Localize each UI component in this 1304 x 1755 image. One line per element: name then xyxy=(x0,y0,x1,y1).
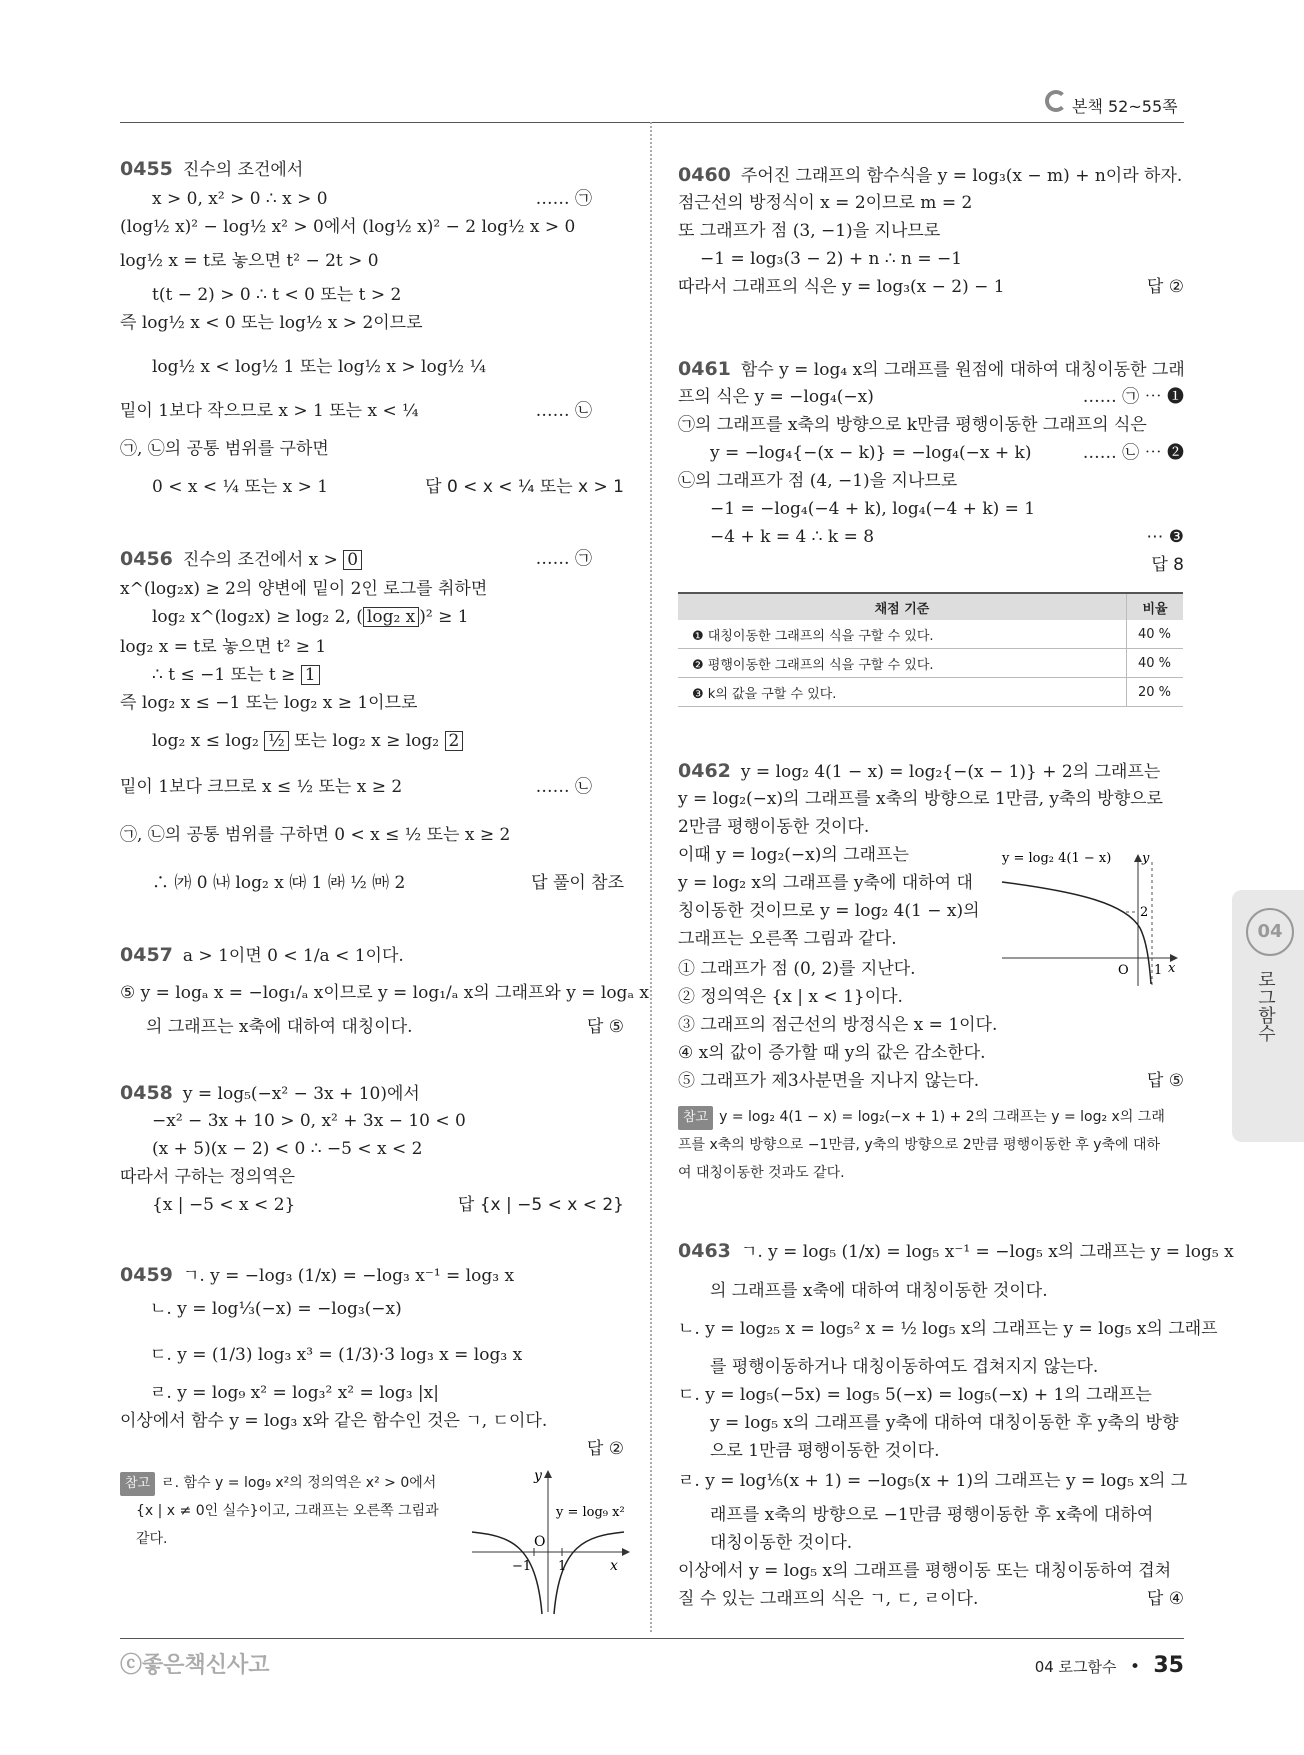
graph-y-label: y xyxy=(534,1468,542,1484)
scoring-header-row xyxy=(678,593,1183,620)
answer-0459: 답 ② xyxy=(586,1439,624,1459)
step-marker-2: …… ㉡ ⋯ ❷ xyxy=(1082,443,1184,463)
problem-0461-line3: ㉠의 그래프를 x축의 방향으로 k만큼 평행이동한 그래프의 식은 xyxy=(678,415,1147,435)
graph-tick-minus1: −1 xyxy=(512,1559,532,1574)
problem-0463-line8: ㄹ. y = log⅕(x + 1) = −log₅(x + 1)의 그래프는 y = log₅ x의 그 xyxy=(678,1471,1188,1491)
table-row xyxy=(678,620,1183,649)
answer-0462: 답 ⑤ xyxy=(1146,1071,1184,1091)
blank-box-4: ½ xyxy=(264,731,288,751)
graph-curve-label: y = log₂ 4(1 − x) xyxy=(1002,851,1112,866)
problem-0463-line12: 질 수 있는 그래프의 식은 ㄱ, ㄷ, ㄹ이다. xyxy=(678,1589,979,1609)
footer-chapter: 04 로그함수 • 35 xyxy=(1034,1653,1184,1678)
scoring-header-criteria: 채점 기준 xyxy=(678,593,1127,620)
problem-0461-line1: 0461 함수 y = log₄ x의 그래프를 원점에 대하여 대칭이동한 그래 xyxy=(678,358,1185,380)
answer-0463: 답 ④ xyxy=(1146,1589,1184,1609)
problem-0455-line9: ㉠, ㉡의 공통 범위를 구하면 xyxy=(120,439,329,459)
problem-0459-line4: ㄹ. y = log₉ x² = log₃² x² = log₃ |x| xyxy=(150,1383,439,1403)
problem-0463-line2: 의 그래프를 x축에 대하여 대칭이동한 것이다. xyxy=(710,1281,1048,1301)
problem-0457-line3: 의 그래프는 x축에 대하여 대칭이다. xyxy=(146,1017,413,1037)
step-marker-1: …… ㉠ ⋯ ❶ xyxy=(1082,387,1184,407)
scoring-header-ratio: 비율 xyxy=(1127,593,1184,620)
problem-id: 0463 xyxy=(678,1240,731,1262)
problem-0461-line5: ㉡의 그래프가 점 (4, −1)을 지나므로 xyxy=(678,471,958,491)
problem-0456-line4: log₂ x = t로 놓으면 t² ≥ 1 xyxy=(120,637,327,657)
problem-0460-line1: 0460 주어진 그래프의 함수식을 y = log₃(x − m) + n이라 하자. xyxy=(678,164,1183,186)
chapter-number: 04 xyxy=(1246,908,1294,956)
problem-0461-line6: −1 = −log₄(−4 + k), log₄(−4 + k) = 1 xyxy=(710,499,1036,519)
problem-0462-line11: ④ x의 값이 증가할 때 y의 값은 감소한다. xyxy=(678,1043,986,1063)
answer-0456: 답 풀이 참조 xyxy=(531,873,624,893)
note-badge: 참고 xyxy=(678,1106,713,1130)
problem-0462-line4: 이때 y = log₂(−x)의 그래프는 xyxy=(678,845,909,865)
answer-0457: 답 ⑤ xyxy=(586,1017,624,1037)
problem-0455-line7: log½ x < log½ 1 또는 log½ x > log½ ¼ xyxy=(152,357,486,377)
problem-0455-line10: 0 < x < ¼ 또는 x > 1 xyxy=(152,477,329,497)
problem-0461-line2: 프의 식은 y = −log₄(−x) xyxy=(678,387,874,407)
step-marker-3: ⋯ ❸ xyxy=(1146,527,1184,547)
header-rule xyxy=(120,122,1184,123)
blank-box-2: log₂ x xyxy=(363,607,419,627)
note-badge: 참고 xyxy=(120,1472,155,1496)
problem-0455-line8: 밑이 1보다 작으므로 x > 1 또는 x < ¼ xyxy=(120,401,419,421)
problem-0462-line5: y = log₂ x의 그래프를 y축에 대하여 대 xyxy=(678,873,973,893)
problem-0457-line1: 0457 a > 1이면 0 < 1/a < 1이다. xyxy=(120,944,404,966)
scoring-table xyxy=(678,592,1183,707)
problem-0456-line5: ∴ t ≤ −1 또는 t ≥ 1 xyxy=(152,664,320,686)
problem-0463-line10: 대칭이동한 것이다. xyxy=(710,1533,853,1553)
problem-0456-line2: x^(log₂x) ≥ 2의 양변에 밑이 2인 로그를 취하면 xyxy=(120,579,488,599)
blank-box-3: 1 xyxy=(301,665,320,685)
problem-0463-line1: 0463 ㄱ. y = log₅ (1/x) = log₅ x⁻¹ = −log₅ x의 그래프는 y = log₅ x xyxy=(678,1240,1234,1262)
problem-0463-line9: 래프를 x축의 방향으로 −1만큼 평행이동한 후 x축에 대하여 xyxy=(710,1505,1154,1525)
problem-0460-line3: 또 그래프가 점 (3, −1)을 지나므로 xyxy=(678,221,941,241)
marker-a: …… ㉠ xyxy=(535,189,592,209)
problem-0460-line2: 점근선의 방정식이 x = 2이므로 m = 2 xyxy=(678,193,973,213)
footer-brand: ⓒ좋은책신사고 xyxy=(120,1653,270,1678)
chapter-side-tab[interactable] xyxy=(1232,890,1304,1142)
problem-id: 0462 xyxy=(678,760,731,782)
problem-0463-line7: 으로 1만큼 평행이동한 것이다. xyxy=(710,1441,940,1461)
problem-0462-line9: ② 정의역은 {x | x < 1}이다. xyxy=(678,987,903,1007)
chapter-label: 로그함수 xyxy=(1255,970,1276,1042)
problem-0459-line5: 이상에서 함수 y = log₃ x와 같은 함수인 것은 ㄱ, ㄷ이다. xyxy=(120,1411,548,1431)
problem-0459-line3: ㄷ. y = (1/3) log₃ x³ = (1/3)·3 log₃ x = log₃ x xyxy=(150,1345,523,1365)
graph-curve-label: y = log₉ x² xyxy=(556,1505,625,1520)
answer-0460: 답 ② xyxy=(1146,277,1184,297)
problem-0460-line5: 따라서 그래프의 식은 y = log₃(x − 2) − 1 xyxy=(678,277,1005,297)
graph-tick-2: 2 xyxy=(1140,905,1149,920)
graph-x-label: x xyxy=(1168,961,1176,976)
note-0462-line1: 참고 y = log₂ 4(1 − x) = log₂(−x + 1) + 2의 그래프는 y = log₂ x의 그래 xyxy=(678,1106,1165,1130)
problem-0462-line10: ③ 그래프의 점근선의 방정식은 x = 1이다. xyxy=(678,1015,998,1035)
problem-0458-line2: −x² − 3x + 10 > 0, x² + 3x − 10 < 0 xyxy=(152,1111,466,1131)
problem-0461-line7: −4 + k = 4 ∴ k = 8 xyxy=(710,527,875,547)
problem-0463-line3: ㄴ. y = log₂₅ x = log₅² x = ½ log₅ x의 그래프는 y = log₅ x의 그래프 xyxy=(678,1319,1218,1339)
problem-0462-line2: y = log₂(−x)의 그래프를 x축의 방향으로 1만큼, y축의 방향으로 xyxy=(678,789,1163,809)
problem-0458-line4: 따라서 구하는 정의역은 xyxy=(120,1167,296,1187)
problem-0458-line1: 0458 y = log₅(−x² − 3x + 10)에서 xyxy=(120,1082,420,1104)
criteria-cell: ❶ 대칭이동한 그래프의 식을 구할 수 있다. xyxy=(678,620,1127,649)
note-0462-line2: 프를 x축의 방향으로 −1만큼, y축의 방향으로 2만큼 평행이동한 후 y축에 대하 xyxy=(678,1137,1161,1153)
problem-0463-line5: ㄷ. y = log₅(−5x) = log₅ 5(−x) = log₅(−x) + 1의 그래프는 xyxy=(678,1385,1152,1405)
note-0462-line3: 여 대칭이동한 것과도 같다. xyxy=(678,1165,845,1181)
problem-0463-line11: 이상에서 y = log₅ x의 그래프를 평행이동 또는 대칭이동하여 겹쳐 xyxy=(678,1561,1172,1581)
marker-b: …… ㉡ xyxy=(535,777,592,797)
problem-0462-line3: 2만큼 평행이동한 것이다. xyxy=(678,817,870,837)
problem-0462-line6: 칭이동한 것이므로 y = log₂ 4(1 − x)의 xyxy=(678,901,980,921)
problem-0455-line3: (log½ x)² − log½ x² > 0에서 (log½ x)² − 2 log½ x > 0 xyxy=(120,217,576,237)
marker-b: …… ㉡ xyxy=(535,401,592,421)
criteria-cell: ❸ k의 값을 구할 수 있다. xyxy=(678,678,1127,707)
problem-0455-line1: 0455 진수의 조건에서 xyxy=(120,158,304,180)
problem-0456-line10: ∴ ㈎ 0 ㈏ log₂ x ㈐ 1 ㈑ ½ ㈒ 2 xyxy=(152,873,406,893)
graph-y-label: y xyxy=(1142,851,1150,866)
footer-bullet: • xyxy=(1129,1657,1140,1677)
note-0459-line1: 참고 ㄹ. 함수 y = log₉ x²의 정의역은 x² > 0에서 xyxy=(120,1472,436,1496)
problem-0456-line8: 밑이 1보다 크므로 x ≤ ½ 또는 x ≥ 2 xyxy=(120,777,403,797)
answer-0461: 답 8 xyxy=(1151,555,1184,575)
problem-0462-line8: ① 그래프가 점 (0, 2)를 지난다. xyxy=(678,959,916,979)
problem-0459-line2: ㄴ. y = log⅓(−x) = −log₃(−x) xyxy=(150,1299,402,1319)
blank-box-5: 2 xyxy=(445,731,464,751)
criteria-cell: ❷ 평행이동한 그래프의 식을 구할 수 있다. xyxy=(678,649,1127,678)
graph-origin-label: O xyxy=(1118,963,1129,978)
marker-a: …… ㉠ xyxy=(535,549,592,569)
ratio-cell: 40 % xyxy=(1127,649,1184,678)
graph-0459 xyxy=(470,1466,630,1616)
problem-id: 0458 xyxy=(120,1082,173,1104)
problem-0461-line4: y = −log₄{−(x − k)} = −log₄(−x + k) xyxy=(710,443,1032,463)
problem-0455-line5: t(t − 2) > 0 ∴ t < 0 또는 t > 2 xyxy=(152,285,402,305)
table-row xyxy=(678,678,1183,707)
problem-id: 0459 xyxy=(120,1264,173,1286)
footer-rule xyxy=(120,1638,1184,1639)
graph-tick-1: 1 xyxy=(558,1559,567,1574)
ratio-cell: 40 % xyxy=(1127,620,1184,649)
problem-id: 0456 xyxy=(120,548,173,570)
table-row xyxy=(678,649,1183,678)
problem-0455-line6: 즉 log½ x < 0 또는 log½ x > 2이므로 xyxy=(120,313,423,333)
problem-id: 0457 xyxy=(120,944,173,966)
problem-0462-line1: 0462 y = log₂ 4(1 − x) = log₂{−(x − 1)} + 2의 그래프는 xyxy=(678,760,1161,782)
problem-id: 0461 xyxy=(678,358,731,380)
problem-0457-line2: ⑤ y = logₐ x = −log₁/ₐ x이므로 y = log₁/ₐ x의 그래프와 y = logₐ x xyxy=(120,983,649,1003)
problem-0456-line7: log₂ x ≤ log₂ ½ 또는 log₂ x ≥ log₂ 2 xyxy=(152,730,463,752)
problem-id: 0455 xyxy=(120,158,173,180)
note-0459-line2: {x | x ≠ 0인 실수}이고, 그래프는 오른쪽 그림과 xyxy=(136,1503,439,1519)
problem-0456-line3: log₂ x^(log₂x) ≥ log₂ 2, ( log₂ x )² ≥ 1 xyxy=(152,607,469,627)
problem-0463-line4: 를 평행이동하거나 대칭이동하여도 겹쳐지지 않는다. xyxy=(710,1357,1099,1377)
graph-0462 xyxy=(1000,848,1185,988)
header-ref-icon xyxy=(1045,90,1067,112)
problem-0458-line3: (x + 5)(x − 2) < 0 ∴ −5 < x < 2 xyxy=(152,1139,423,1159)
blank-box-1: 0 xyxy=(343,550,362,570)
problem-0462-line12: ⑤ 그래프가 제3사분면을 지나지 않는다. xyxy=(678,1071,980,1091)
problem-0459-line1: 0459 ㄱ. y = −log₃ (1/x) = −log₃ x⁻¹ = log₃ x xyxy=(120,1264,515,1286)
header-ref: 본책 52~55쪽 xyxy=(1072,97,1178,116)
problem-0463-line6: y = log₅ x의 그래프를 y축에 대하여 대칭이동한 후 y축의 방향 xyxy=(710,1413,1179,1433)
graph-tick-1: 1 xyxy=(1154,963,1163,978)
graph-origin-label: O xyxy=(534,1534,546,1550)
problem-0460-line4: −1 = log₃(3 − 2) + n ∴ n = −1 xyxy=(700,249,963,269)
problem-0455-line4: log½ x = t로 놓으면 t² − 2t > 0 xyxy=(120,251,379,271)
page-number: 35 xyxy=(1153,1653,1184,1678)
problem-0455-line2: x > 0, x² > 0 ∴ x > 0 xyxy=(152,189,328,209)
problem-0456-line6: 즉 log₂ x ≤ −1 또는 log₂ x ≥ 1이므로 xyxy=(120,693,418,713)
answer-0458: 답 {x | −5 < x < 2} xyxy=(457,1195,624,1215)
answer-0455: 답 0 < x < ¼ 또는 x > 1 xyxy=(425,477,624,497)
problem-0462-line7: 그래프는 오른쪽 그림과 같다. xyxy=(678,929,897,949)
problem-0456-line1: 0456 진수의 조건에서 x > 0 xyxy=(120,548,362,571)
ratio-cell: 20 % xyxy=(1127,678,1184,707)
problem-id: 0460 xyxy=(678,164,731,186)
problem-0456-line9: ㉠, ㉡의 공통 범위를 구하면 0 < x ≤ ½ 또는 x ≥ 2 xyxy=(120,825,511,845)
graph-x-label: x xyxy=(610,1558,618,1574)
column-divider xyxy=(650,122,652,1632)
problem-0458-line5: {x | −5 < x < 2} xyxy=(152,1195,296,1215)
note-0459-line3: 같다. xyxy=(136,1531,168,1547)
